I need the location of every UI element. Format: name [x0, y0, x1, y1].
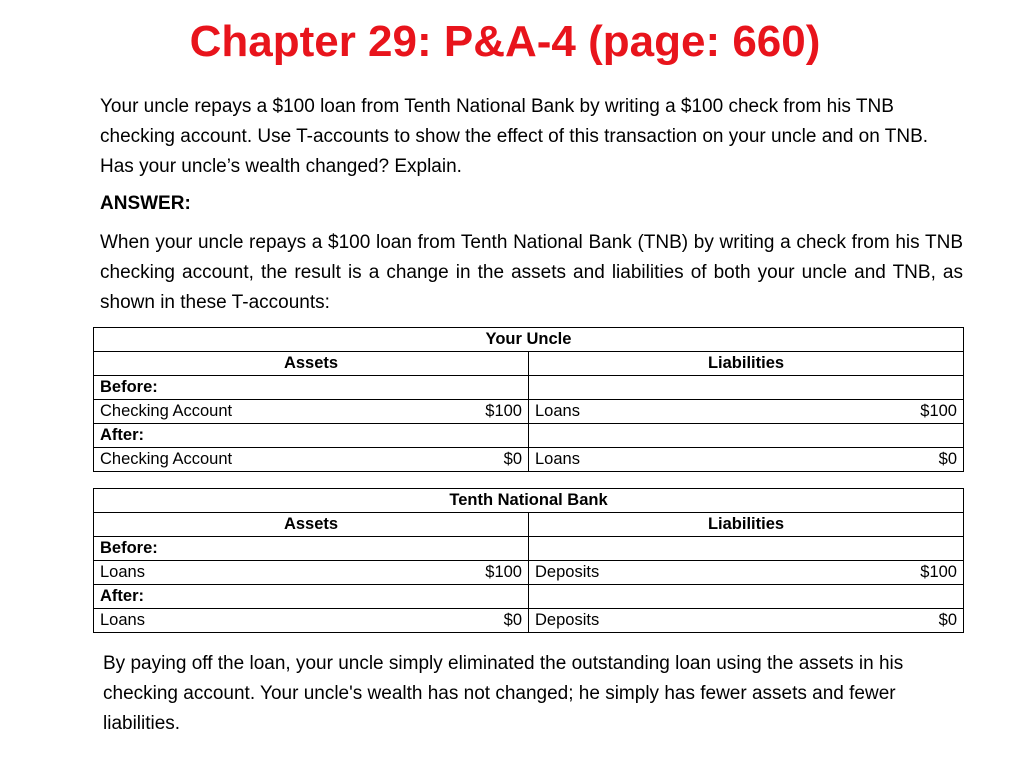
- liability-value: $100: [920, 563, 957, 581]
- asset-value: $0: [503, 611, 522, 629]
- asset-name: Loans: [100, 611, 145, 629]
- empty-cell: [529, 585, 964, 609]
- table-header-row: [94, 352, 964, 376]
- liability-name: Deposits: [535, 563, 600, 581]
- table-row: [94, 448, 964, 472]
- liability-value: $0: [938, 450, 957, 468]
- table-row: [94, 400, 964, 424]
- before-label: Before:: [94, 537, 529, 561]
- table-row: [94, 585, 964, 609]
- after-label: After:: [94, 424, 529, 448]
- asset-cell: [94, 400, 529, 424]
- liability-name: Deposits: [535, 611, 600, 629]
- asset-name: Checking Account: [100, 402, 233, 420]
- liability-value: $100: [920, 402, 957, 420]
- assets-header: Assets: [94, 513, 529, 537]
- asset-cell: [94, 609, 529, 633]
- table-title-row: [94, 489, 964, 513]
- empty-cell: [529, 537, 964, 561]
- uncle-t-account: [93, 327, 964, 472]
- liabilities-header: Liabilities: [529, 513, 964, 537]
- liability-value: $0: [938, 611, 957, 629]
- liability-name: Loans: [535, 450, 580, 468]
- liability-cell: [529, 561, 964, 585]
- asset-cell: [94, 561, 529, 585]
- liability-name: Loans: [535, 402, 580, 420]
- before-label: Before:: [94, 376, 529, 400]
- table-row: [94, 376, 964, 400]
- slide-title: Chapter 29: P&A-4 (page: 660): [189, 17, 821, 66]
- asset-value: $100: [485, 563, 522, 581]
- uncle-table-heading: Your Uncle: [94, 328, 964, 352]
- liability-cell: [529, 400, 964, 424]
- table-row: [94, 561, 964, 585]
- table-header-row: [94, 513, 964, 537]
- empty-cell: [529, 424, 964, 448]
- assets-header: Assets: [94, 352, 529, 376]
- table-row: [94, 424, 964, 448]
- asset-name: Loans: [100, 563, 145, 581]
- answer-text: When your uncle repays a $100 loan from Tenth National Bank (TNB) by writing a check from his TNB checking account, the result is a change in the assets and liabilities of both your uncle and TNB, as shown in these T-accounts:: [100, 232, 963, 313]
- asset-cell: [94, 448, 529, 472]
- bank-t-account: [93, 488, 964, 633]
- table-row: [94, 537, 964, 561]
- liabilities-header: Liabilities: [529, 352, 964, 376]
- question-text: Your uncle repays a $100 loan from Tenth National Bank by writing a $100 check from his TNB checking account. Use T-accounts to show the effect of this transaction on your uncle and on TNB. Has your uncle’s wealth changed? Explain.: [100, 96, 929, 177]
- asset-value: $0: [503, 450, 522, 468]
- answer-label: ANSWER:: [100, 193, 191, 214]
- empty-cell: [529, 376, 964, 400]
- asset-name: Checking Account: [100, 450, 233, 468]
- bank-table-heading: Tenth National Bank: [94, 489, 964, 513]
- table-title-row: [94, 328, 964, 352]
- liability-cell: [529, 448, 964, 472]
- after-label: After:: [94, 585, 529, 609]
- conclusion-text: By paying off the loan, your uncle simply eliminated the outstanding loan using the assets in his checking account. Your uncle's wealth has not changed; he simply has fewer assets and fewer liabilities.: [103, 653, 904, 734]
- asset-value: $100: [485, 402, 522, 420]
- table-row: [94, 609, 964, 633]
- liability-cell: [529, 609, 964, 633]
